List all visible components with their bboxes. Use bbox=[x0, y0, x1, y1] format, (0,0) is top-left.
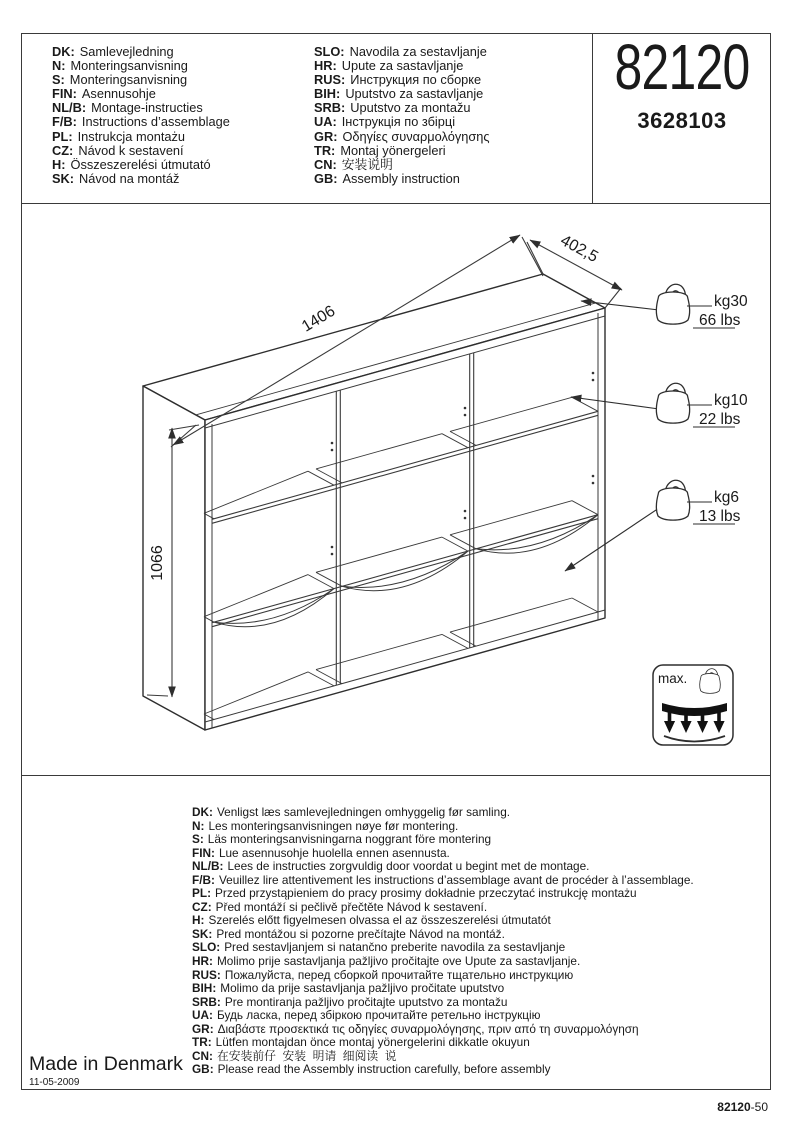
dim-width-label: 1406 bbox=[299, 302, 339, 336]
max-label: max. bbox=[658, 671, 688, 686]
language-line: S: Monteringsanvisning bbox=[52, 72, 188, 88]
instruction-line: GB: Please read the Assembly instruction carefully, before assembly bbox=[192, 1062, 551, 1077]
instruction-line: PL: Przed przystąpieniem do pracy prosimy dokładnie przeczytać instrukcję montażu bbox=[192, 886, 637, 901]
language-line: HR: Upute za sastavljanje bbox=[314, 58, 464, 74]
instruction-line: S: Läs monteringsanvisningarna noggrant före montering bbox=[192, 832, 492, 847]
article-number: 3628103 bbox=[637, 108, 727, 133]
instruction-line: RUS: Пожалуйста, перед сборкой прочитайте тщательно инструкцию bbox=[192, 967, 574, 982]
instruction-line: FIN: Lue asennusohje huolella ennen asennusta. bbox=[192, 845, 450, 860]
instruction-line: N: Les monteringsanvisningen nøye før montering. bbox=[192, 818, 459, 833]
language-line: CN: 安装说明 bbox=[314, 156, 393, 172]
instruction-line: UA: Будь ласка, перед збіркою прочитайте ретельно інструкцію bbox=[192, 1008, 541, 1023]
language-line: NL/B: Montage-instructies bbox=[52, 100, 203, 116]
language-line: TR: Montaj yönergeleri bbox=[314, 142, 446, 158]
cabinet-isometric bbox=[143, 274, 605, 730]
language-line: GB: Assembly instruction bbox=[314, 170, 460, 186]
language-line: PL: Instrukcja montażu bbox=[52, 128, 186, 144]
instruction-line: DK: Venligst læs samlevejledningen omhyggelig før samling. bbox=[192, 805, 511, 819]
instruction-line: SRB: Pre montiranja pažljivo pročitajte uputstvo za montažu bbox=[192, 994, 508, 1009]
weight-kg-label: kg10 bbox=[714, 392, 748, 409]
language-line: RUS: Инструкция по сборке bbox=[314, 72, 482, 88]
instruction-line: CN: 在安装前仔 安装 明请 细阅读 说 bbox=[192, 1048, 397, 1063]
language-line: FIN: Asennusohje bbox=[52, 86, 156, 102]
language-line: N: Monteringsanvisning bbox=[52, 58, 188, 74]
document-number-suffix: -50 bbox=[750, 1100, 768, 1114]
weight-lbs-label: 66 lbs bbox=[699, 312, 741, 329]
language-line: BIH: Uputstvo za sastavljanje bbox=[314, 86, 484, 102]
drawing-divider-line bbox=[21, 775, 770, 776]
language-line: F/B: Instructions d’assemblage bbox=[52, 114, 230, 130]
instructions-list bbox=[192, 806, 694, 1077]
made-in-denmark-label: Made in Denmark bbox=[29, 1053, 183, 1075]
dim-depth-label: 402,5 bbox=[557, 232, 601, 267]
weight-lbs-label: 13 lbs bbox=[699, 508, 741, 525]
instruction-line: TR: Lütfen montajdan önce montaj yönergelerini dikkatle okuyun bbox=[192, 1035, 530, 1050]
max-load-pictogram bbox=[653, 665, 733, 745]
weight-lbs-label: 22 lbs bbox=[699, 411, 741, 428]
header-language-column-1 bbox=[52, 45, 230, 186]
document-number-bold: 82120 bbox=[717, 1100, 751, 1114]
instruction-line: BIH: Molimo da prije sastavljanja pažljivo pročitate uputstvo bbox=[192, 981, 505, 996]
assembly-drawing bbox=[21, 203, 772, 775]
instruction-line: F/B: Veuillez lire attentivement les instructions d’assemblage avant de procéder à l’assemblage. bbox=[192, 872, 694, 887]
dim-height-label: 1066 bbox=[149, 545, 166, 581]
language-line: CZ: Návod k sestavení bbox=[52, 142, 184, 158]
language-line: DK: Samlevejledning bbox=[52, 44, 174, 59]
instruction-line: H: Szerelés előtt figyelmesen olvassa el az összeszerelési útmutatót bbox=[192, 913, 551, 928]
language-line: H: Összeszerelési útmutató bbox=[52, 156, 211, 172]
instruction-line: NL/B: Lees de instructies zorgvuldig door voordat u begint met de montage. bbox=[192, 859, 590, 874]
language-line: UA: Інструкція по збірці bbox=[314, 114, 456, 130]
instruction-line: GR: Διαβάστε προσεκτικά τις οδηγίες συναρμολόγησης, πριν από τη συναρμολόγηση bbox=[192, 1021, 639, 1036]
language-line: SLO: Navodila za sestavljanje bbox=[314, 44, 487, 59]
product-number: 82120 bbox=[614, 31, 750, 103]
weight-kg-label: kg30 bbox=[714, 293, 748, 310]
instruction-line: SK: Pred montážou si pozorne prečítajte Návod na montáž. bbox=[192, 926, 505, 941]
language-line: SK: Návod na montáž bbox=[52, 170, 180, 186]
header-language-column-2 bbox=[314, 45, 490, 186]
language-line: GR: Οδηγίες συναρμολόγησης bbox=[314, 128, 490, 144]
language-line: SRB: Uputstvo za montažu bbox=[314, 100, 471, 116]
instruction-line: HR: Molimo prije sastavljanja pažljivo pročitajte ove Upute za sastavljanje. bbox=[192, 954, 581, 969]
print-date: 11-05-2009 bbox=[29, 1077, 80, 1088]
instruction-line: CZ: Před montáží si pečlivě přečtěte Návod k sestavení. bbox=[192, 899, 488, 914]
weight-kg-label: kg6 bbox=[714, 489, 739, 506]
product-cell bbox=[593, 31, 771, 134]
document-number bbox=[620, 1100, 768, 1114]
instruction-line: SLO: Pred sestavljanjem si natančno preberite navodila za sestavljanje bbox=[192, 940, 566, 955]
